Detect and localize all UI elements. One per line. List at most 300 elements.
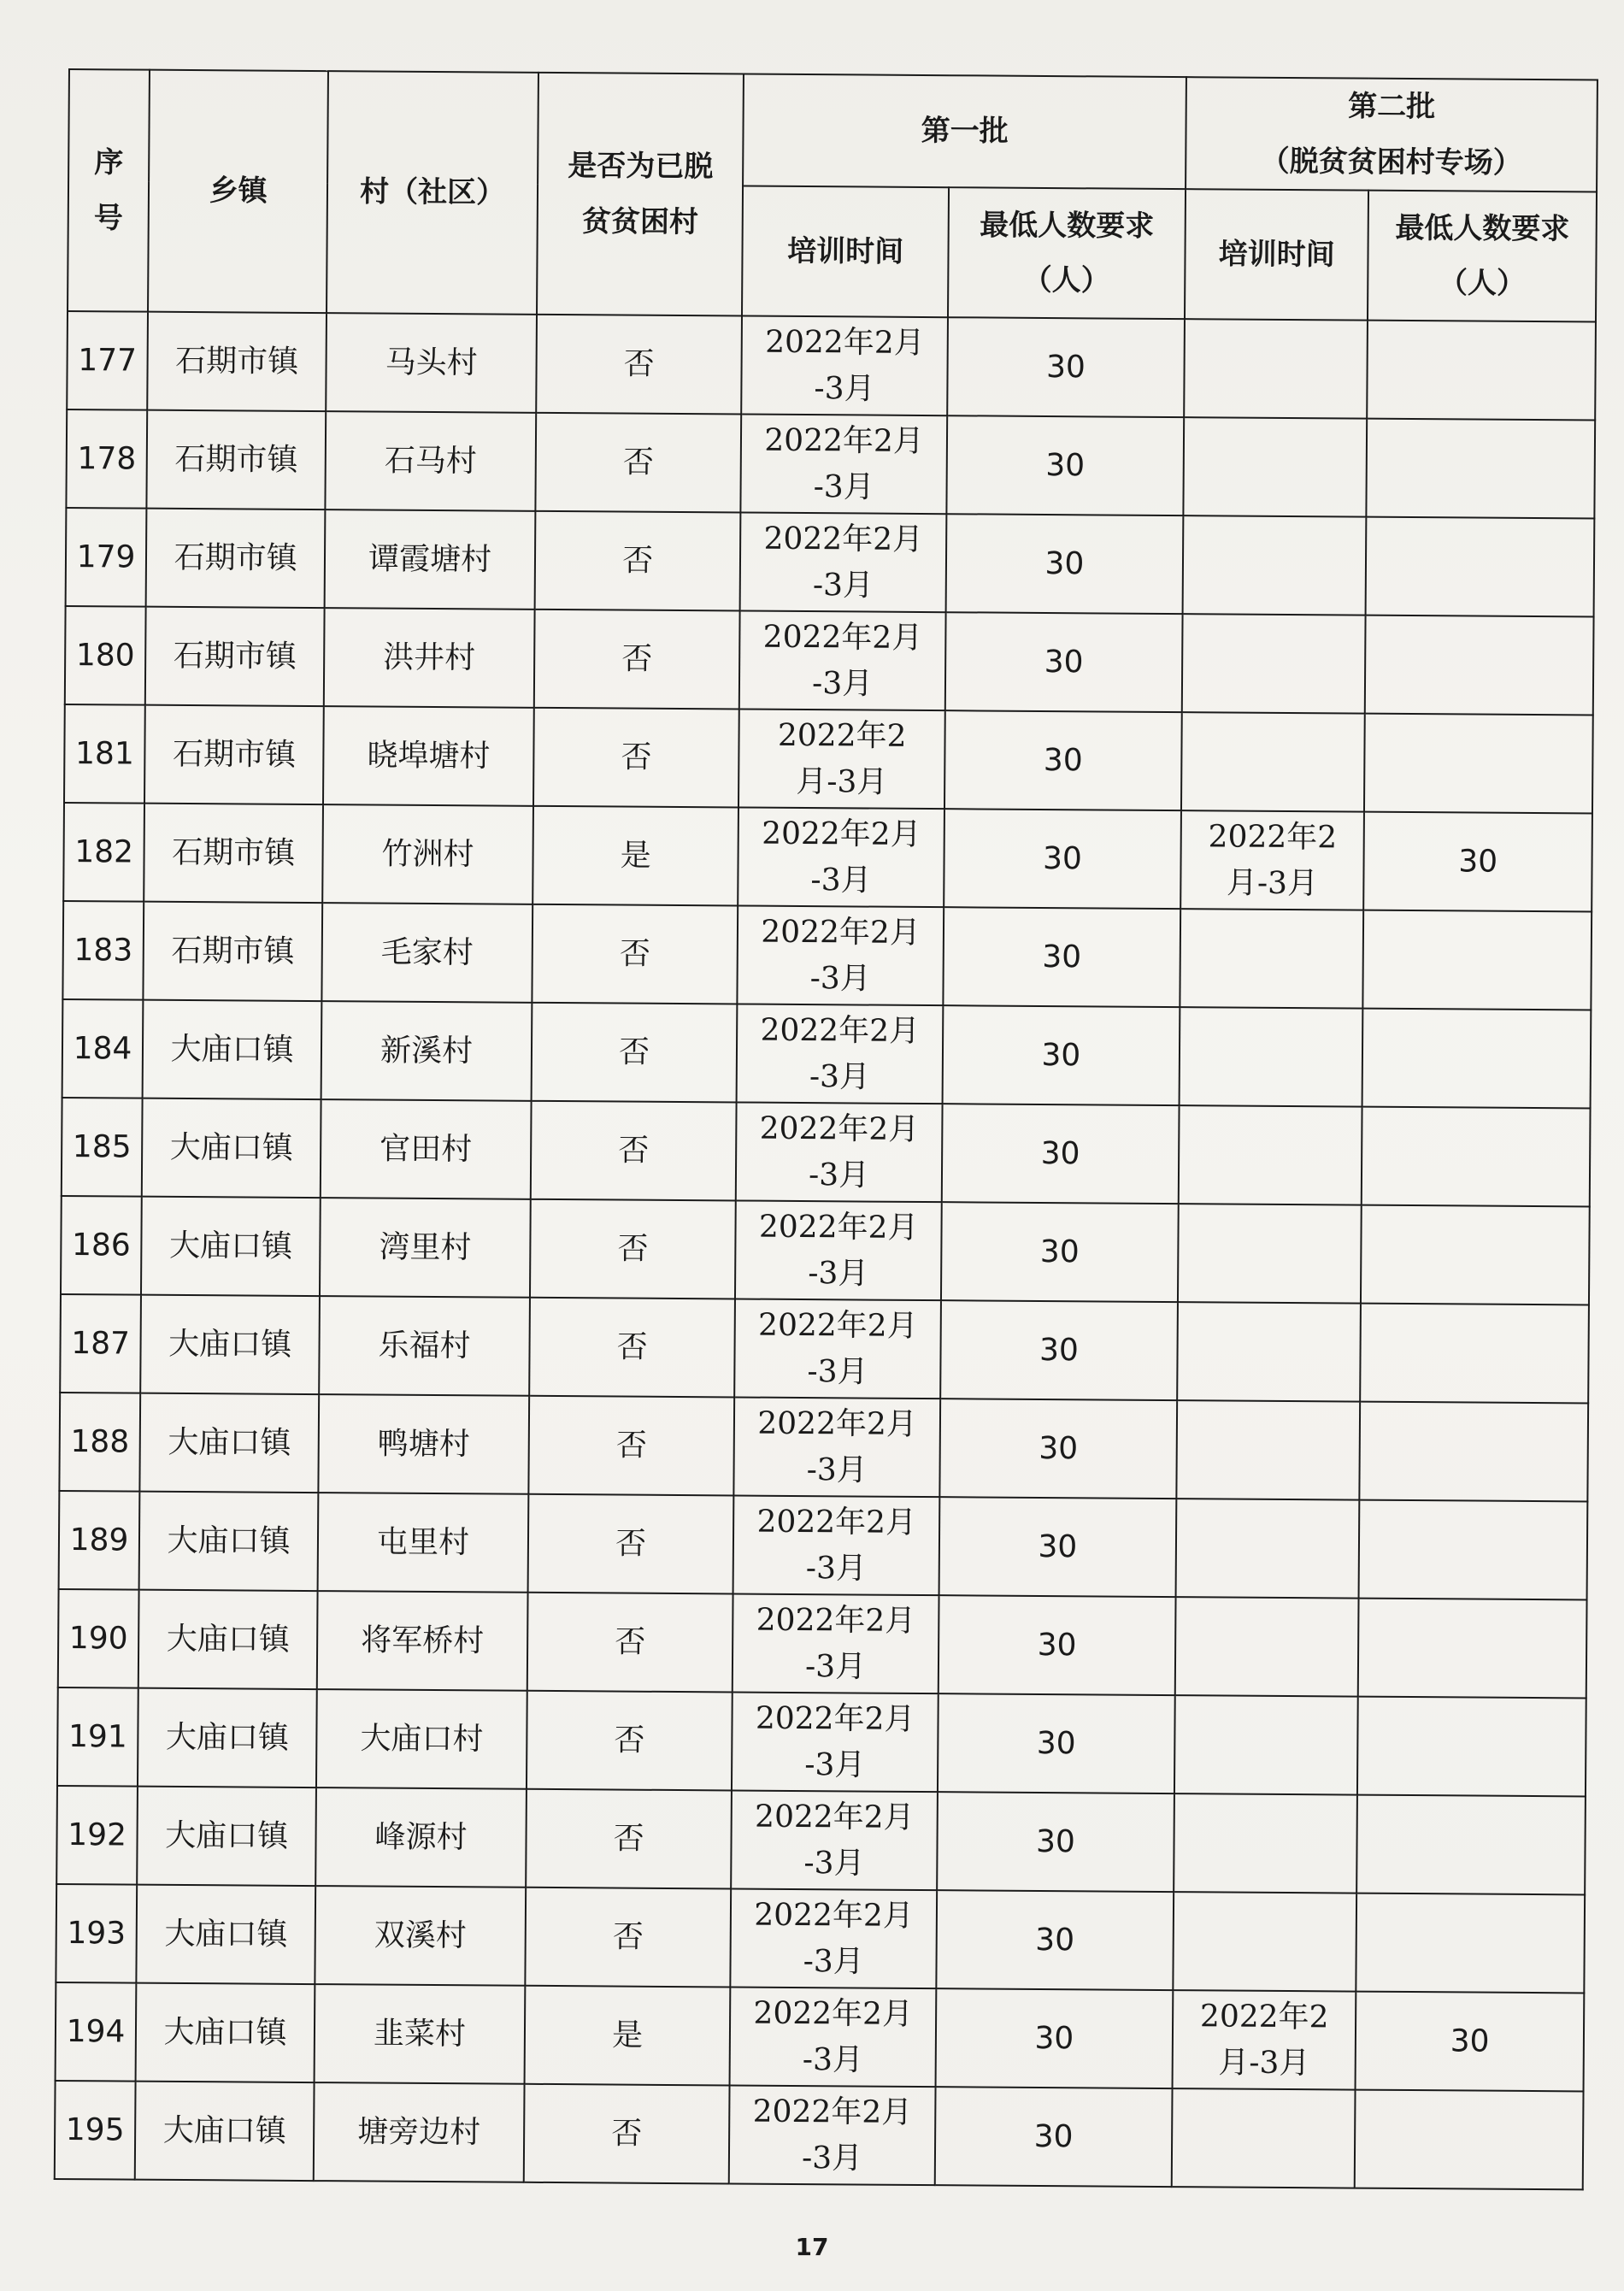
header-no-text: 序 号 bbox=[93, 145, 124, 236]
table-row bbox=[56, 1982, 1585, 2091]
cell-time1-text: 2022年2月 -3月 bbox=[761, 914, 921, 997]
cell-village-text: 双溪村 bbox=[374, 1917, 467, 1953]
table-row bbox=[66, 508, 1595, 616]
cell-min1-text: 30 bbox=[1035, 1823, 1076, 1859]
cell-town bbox=[136, 1885, 315, 1984]
table-row bbox=[63, 803, 1592, 911]
cell-time2 bbox=[1174, 1793, 1357, 1893]
cell-min1-text: 30 bbox=[1042, 939, 1082, 975]
cell-no-text: 189 bbox=[69, 1522, 129, 1558]
cell-no bbox=[62, 901, 144, 1000]
cell-min2 bbox=[1366, 517, 1594, 617]
table-body bbox=[55, 311, 1596, 2189]
cell-no bbox=[63, 803, 144, 902]
table-row bbox=[66, 409, 1595, 518]
table-row bbox=[62, 1098, 1591, 1206]
cell-time1 bbox=[738, 906, 944, 1006]
cell-no bbox=[55, 2081, 136, 2180]
cell-village bbox=[321, 1001, 533, 1101]
cell-min1-text: 30 bbox=[1033, 2118, 1074, 2154]
cell-poverty-text: 否 bbox=[617, 1231, 649, 1267]
cell-min1 bbox=[945, 612, 1183, 712]
cell-no bbox=[56, 1786, 138, 1885]
cell-time1 bbox=[733, 1594, 939, 1694]
cell-town bbox=[138, 1688, 317, 1787]
cell-village bbox=[316, 1689, 527, 1789]
header-min2 bbox=[1368, 191, 1597, 322]
cell-poverty-text: 否 bbox=[614, 1723, 645, 1758]
table-row bbox=[57, 1687, 1586, 1796]
cell-min1 bbox=[942, 1104, 1180, 1204]
cell-min2 bbox=[1360, 1402, 1588, 1502]
cell-town-text: 大庙口镇 bbox=[170, 1031, 294, 1068]
cell-min1 bbox=[941, 1202, 1179, 1302]
cell-no-text: 194 bbox=[66, 2013, 126, 2050]
table-row bbox=[64, 704, 1593, 813]
cell-village bbox=[321, 1099, 532, 1199]
cell-poverty-text: 否 bbox=[622, 445, 655, 480]
header-poverty bbox=[537, 73, 744, 316]
cell-town bbox=[146, 509, 326, 608]
cell-time1-text: 2022年2月 -3月 bbox=[753, 1995, 914, 2078]
cell-village-text: 竹洲村 bbox=[381, 836, 474, 873]
cell-village bbox=[314, 2082, 525, 2182]
cell-no bbox=[59, 1393, 140, 1492]
cell-village bbox=[318, 1493, 529, 1593]
cell-town-text: 大庙口镇 bbox=[164, 1916, 288, 1952]
header-batch1 bbox=[743, 74, 1186, 190]
cell-poverty bbox=[526, 1789, 732, 1889]
cell-town-text: 石期市镇 bbox=[175, 343, 299, 380]
cell-village bbox=[319, 1394, 530, 1494]
header-town bbox=[148, 70, 328, 314]
cell-poverty-text: 否 bbox=[621, 641, 653, 677]
cell-village-text: 韭菜村 bbox=[373, 2016, 467, 2052]
cell-village-text: 毛家村 bbox=[380, 934, 474, 971]
cell-town-text: 大庙口镇 bbox=[166, 1621, 290, 1658]
table-row bbox=[62, 999, 1592, 1108]
cell-no-text: 188 bbox=[70, 1423, 130, 1460]
cell-time1 bbox=[735, 1299, 941, 1399]
cell-no bbox=[62, 999, 144, 1098]
cell-min2 bbox=[1364, 714, 1592, 814]
cell-time1 bbox=[741, 415, 947, 515]
cell-no bbox=[57, 1687, 138, 1787]
cell-min1 bbox=[937, 1792, 1174, 1892]
cell-time1 bbox=[738, 710, 944, 810]
cell-village-text: 鸭塘村 bbox=[377, 1426, 470, 1463]
cell-min1 bbox=[939, 1399, 1177, 1499]
cell-poverty-text: 否 bbox=[615, 1624, 646, 1660]
cell-min1-text: 30 bbox=[1042, 840, 1083, 876]
header-time1-text: 培训时间 bbox=[787, 233, 904, 269]
cell-time1-text: 2022年2月 -3月 bbox=[762, 619, 923, 702]
cell-time2 bbox=[1182, 614, 1366, 713]
header-time2-text: 培训时间 bbox=[1218, 237, 1335, 273]
cell-min2 bbox=[1356, 1992, 1584, 2092]
cell-no bbox=[56, 1884, 137, 1983]
cell-min1 bbox=[935, 2087, 1173, 2187]
cell-poverty-text: 否 bbox=[618, 1133, 650, 1169]
cell-time2 bbox=[1183, 417, 1367, 516]
cell-min1-text: 30 bbox=[1041, 1037, 1081, 1073]
header-min1 bbox=[948, 187, 1186, 319]
cell-time2 bbox=[1177, 1302, 1361, 1401]
cell-min2 bbox=[1356, 1893, 1585, 1994]
cell-town bbox=[145, 607, 325, 706]
cell-time2 bbox=[1178, 1204, 1362, 1303]
cell-village bbox=[320, 1198, 531, 1298]
cell-poverty bbox=[533, 708, 739, 808]
cell-no-text: 181 bbox=[74, 735, 134, 772]
cell-poverty-text: 否 bbox=[619, 936, 651, 972]
cell-min1-text: 30 bbox=[1039, 1430, 1079, 1466]
cell-town-text: 石期市镇 bbox=[173, 638, 297, 674]
cell-village bbox=[315, 1886, 527, 1986]
cell-village-text: 晓埠塘村 bbox=[367, 738, 491, 774]
cell-min1-text: 30 bbox=[1039, 1332, 1080, 1368]
cell-village bbox=[326, 411, 537, 511]
cell-time1-text: 2022年2月 -3月 bbox=[752, 2094, 913, 2176]
cell-village bbox=[315, 1787, 527, 1888]
cell-no-text: 184 bbox=[73, 1030, 132, 1067]
cell-min1 bbox=[935, 1988, 1173, 2088]
cell-time2 bbox=[1173, 1990, 1356, 2089]
cell-min1-text: 30 bbox=[1040, 1135, 1080, 1171]
cell-village bbox=[324, 608, 535, 708]
cell-min1 bbox=[947, 317, 1185, 417]
cell-time1-text: 2022年2月 -3月 bbox=[756, 1602, 916, 1685]
cell-time1-text: 2022年2月 -3月 bbox=[764, 422, 925, 505]
cell-no bbox=[65, 606, 146, 705]
cell-town bbox=[143, 902, 322, 1001]
cell-poverty bbox=[525, 1888, 731, 1988]
table-row bbox=[62, 901, 1592, 1010]
cell-town bbox=[144, 804, 323, 903]
cell-no-text: 190 bbox=[68, 1620, 128, 1657]
cell-town-text: 大庙口镇 bbox=[168, 1326, 292, 1363]
header-poverty-text: 是否为已脱 贫贫困村 bbox=[568, 149, 714, 239]
cell-min2 bbox=[1362, 1107, 1590, 1207]
cell-time1 bbox=[740, 513, 946, 613]
cell-no-text: 193 bbox=[67, 1915, 127, 1952]
cell-town bbox=[136, 1983, 315, 2082]
cell-poverty-text: 否 bbox=[621, 739, 652, 775]
cell-village-text: 石马村 bbox=[384, 443, 478, 480]
cell-poverty bbox=[531, 1101, 737, 1201]
cell-time2 bbox=[1180, 909, 1363, 1008]
cell-time2 bbox=[1174, 1695, 1358, 1794]
cell-village bbox=[326, 313, 537, 413]
cell-poverty bbox=[532, 904, 738, 1004]
cell-min2-text: 30 bbox=[1458, 844, 1498, 880]
cell-village-text: 乐福村 bbox=[378, 1328, 471, 1364]
cell-time1-text: 2022年2月 -3月 bbox=[760, 1012, 921, 1095]
cell-poverty-text: 是 bbox=[611, 2017, 644, 2053]
cell-time1 bbox=[732, 1693, 938, 1793]
cell-time1 bbox=[734, 1398, 940, 1498]
header-min2-text: 最低人数要求 （人） bbox=[1395, 210, 1570, 302]
cell-time1 bbox=[742, 316, 948, 416]
cell-village bbox=[323, 706, 534, 806]
page-number: 17 bbox=[795, 2233, 829, 2261]
cell-poverty bbox=[527, 1593, 733, 1693]
cell-time1-text: 2022年2月 -3月 bbox=[754, 1799, 915, 1882]
cell-town-text: 大庙口镇 bbox=[162, 2112, 286, 2149]
cell-no-text: 192 bbox=[68, 1817, 127, 1853]
cell-time1 bbox=[736, 1103, 942, 1203]
cell-min1-text: 30 bbox=[1037, 1627, 1077, 1663]
cell-town-text: 石期市镇 bbox=[171, 933, 295, 969]
cell-time2 bbox=[1173, 1892, 1356, 1991]
cell-town bbox=[139, 1393, 319, 1493]
cell-min2 bbox=[1367, 419, 1595, 519]
cell-time1 bbox=[732, 1791, 938, 1891]
cell-village bbox=[325, 509, 536, 610]
cell-no-text: 182 bbox=[74, 833, 134, 870]
header-row-top bbox=[68, 69, 1598, 192]
cell-min2 bbox=[1361, 1205, 1589, 1305]
table-row bbox=[67, 311, 1596, 420]
cell-min2 bbox=[1360, 1304, 1588, 1404]
cell-town-text: 大庙口镇 bbox=[165, 1719, 290, 1756]
cell-min2 bbox=[1362, 1009, 1591, 1109]
cell-no bbox=[67, 311, 148, 410]
cell-town-text: 石期市镇 bbox=[172, 834, 296, 871]
table-row bbox=[61, 1196, 1590, 1305]
cell-no bbox=[66, 409, 147, 509]
cell-time1 bbox=[729, 2086, 935, 2186]
cell-min1 bbox=[946, 415, 1184, 515]
header-batch2 bbox=[1186, 77, 1598, 192]
cell-no bbox=[56, 1982, 137, 2082]
cell-no-text: 177 bbox=[78, 342, 138, 379]
table-row bbox=[55, 2081, 1584, 2189]
cell-no bbox=[59, 1491, 140, 1590]
cell-time2 bbox=[1180, 1007, 1363, 1106]
cell-poverty bbox=[530, 1199, 736, 1299]
header-village bbox=[327, 71, 538, 315]
cell-village-text: 官田村 bbox=[380, 1131, 473, 1168]
cell-town-text: 大庙口镇 bbox=[168, 1228, 293, 1264]
cell-time2 bbox=[1172, 2088, 1356, 2188]
cell-min1 bbox=[940, 1300, 1178, 1400]
cell-min1-text: 30 bbox=[1035, 1922, 1075, 1958]
cell-poverty bbox=[527, 1494, 733, 1594]
cell-time1-text: 2022年2月 -3月 bbox=[759, 1110, 920, 1193]
cell-time2 bbox=[1176, 1400, 1360, 1499]
table-container bbox=[65, 68, 1598, 2180]
cell-time1 bbox=[739, 611, 945, 711]
cell-no-text: 183 bbox=[74, 932, 133, 969]
cell-min2 bbox=[1356, 1795, 1585, 1895]
cell-village bbox=[322, 804, 533, 904]
cell-no bbox=[60, 1294, 141, 1393]
cell-poverty bbox=[524, 2084, 730, 2184]
cell-min1-text: 30 bbox=[1044, 545, 1085, 581]
header-time1 bbox=[742, 186, 949, 318]
table-row bbox=[59, 1491, 1588, 1599]
cell-village bbox=[322, 903, 533, 1003]
cell-no-text: 195 bbox=[65, 2111, 125, 2148]
cell-village-text: 洪井村 bbox=[383, 639, 476, 676]
cell-min1 bbox=[943, 907, 1180, 1007]
cell-village bbox=[317, 1591, 528, 1691]
cell-no-text: 178 bbox=[77, 440, 137, 477]
cell-town bbox=[144, 705, 324, 804]
cell-village bbox=[315, 1984, 526, 2084]
cell-village-text: 谭霞塘村 bbox=[368, 541, 492, 578]
cell-village-text: 大庙口村 bbox=[360, 1721, 484, 1758]
cell-town bbox=[147, 312, 327, 411]
cell-min2 bbox=[1357, 1697, 1586, 1797]
cell-time2 bbox=[1180, 810, 1364, 910]
cell-poverty-text: 否 bbox=[612, 1919, 644, 1955]
cell-poverty-text: 否 bbox=[616, 1329, 648, 1365]
cell-town-text: 大庙口镇 bbox=[163, 2014, 287, 2051]
cell-min2-text: 30 bbox=[1450, 2023, 1490, 2059]
cell-min1 bbox=[938, 1693, 1175, 1793]
cell-town-text: 石期市镇 bbox=[174, 441, 298, 478]
cell-min1 bbox=[945, 514, 1183, 614]
cell-no-text: 186 bbox=[71, 1227, 131, 1263]
cell-town-text: 大庙口镇 bbox=[165, 1817, 289, 1854]
cell-time2 bbox=[1175, 1597, 1359, 1696]
cell-min2 bbox=[1363, 910, 1592, 1010]
table-row bbox=[56, 1786, 1586, 1894]
cell-poverty bbox=[536, 315, 742, 415]
table-row bbox=[65, 606, 1594, 715]
cell-town-text: 大庙口镇 bbox=[168, 1424, 291, 1461]
cell-town bbox=[142, 1098, 321, 1198]
cell-time2 bbox=[1179, 1105, 1362, 1204]
cell-min1-text: 30 bbox=[1036, 1725, 1076, 1761]
cell-time2 bbox=[1183, 515, 1367, 615]
header-min1-text: 最低人数要求 （人） bbox=[980, 208, 1155, 298]
cell-min2 bbox=[1358, 1599, 1586, 1699]
cell-min2 bbox=[1365, 615, 1593, 716]
cell-town bbox=[135, 2082, 315, 2181]
cell-time1-text: 2022年2 月-3月 bbox=[777, 717, 907, 800]
cell-poverty-text: 否 bbox=[622, 543, 654, 579]
cell-poverty-text: 否 bbox=[615, 1428, 648, 1464]
cell-poverty bbox=[535, 413, 741, 513]
cell-no bbox=[58, 1589, 139, 1688]
cell-village bbox=[319, 1296, 530, 1396]
cell-time2-text: 2022年2 月-3月 bbox=[1208, 819, 1338, 901]
cell-poverty bbox=[528, 1396, 734, 1496]
cell-no-text: 179 bbox=[76, 539, 136, 575]
cell-time1-text: 2022年2月 -3月 bbox=[763, 521, 924, 604]
header-time2 bbox=[1185, 189, 1368, 320]
cell-min2 bbox=[1367, 321, 1595, 421]
cell-min1-text: 30 bbox=[1039, 1234, 1080, 1269]
cell-village-text: 将军桥村 bbox=[361, 1623, 485, 1659]
cell-time1-text: 2022年2月 -3月 bbox=[757, 1307, 918, 1390]
cell-no bbox=[62, 1098, 143, 1197]
cell-poverty bbox=[524, 1986, 730, 2086]
cell-village-text: 湾里村 bbox=[379, 1229, 472, 1266]
cell-time2 bbox=[1176, 1499, 1360, 1598]
training-schedule-table bbox=[54, 68, 1598, 2191]
cell-time1-text: 2022年2月 -3月 bbox=[755, 1700, 915, 1783]
cell-time1-text: 2022年2月 -3月 bbox=[756, 1504, 917, 1587]
header-village-text: 村（社区） bbox=[359, 174, 506, 210]
table-row bbox=[58, 1589, 1587, 1698]
cell-min1-text: 30 bbox=[1043, 742, 1083, 778]
cell-town-text: 大庙口镇 bbox=[169, 1129, 293, 1166]
cell-min1 bbox=[936, 1890, 1174, 1990]
cell-town bbox=[141, 1197, 321, 1296]
header-no bbox=[68, 69, 150, 312]
cell-town-text: 石期市镇 bbox=[174, 539, 297, 576]
cell-min1-text: 30 bbox=[1034, 2020, 1074, 2056]
cell-min1 bbox=[944, 710, 1182, 810]
cell-village-text: 新溪村 bbox=[380, 1033, 474, 1069]
cell-time1-text: 2022年2月 -3月 bbox=[765, 324, 925, 407]
cell-time1 bbox=[738, 808, 944, 908]
cell-min2 bbox=[1363, 812, 1592, 912]
cell-min1-text: 30 bbox=[1045, 447, 1086, 483]
cell-time1 bbox=[730, 1988, 936, 2088]
cell-min2 bbox=[1355, 2090, 1583, 2190]
cell-no bbox=[64, 704, 145, 804]
cell-min1 bbox=[942, 1005, 1180, 1105]
table-row bbox=[59, 1393, 1588, 1501]
cell-town bbox=[139, 1492, 319, 1591]
cell-poverty bbox=[529, 1298, 735, 1398]
cell-time1 bbox=[733, 1496, 939, 1596]
cell-min1-text: 30 bbox=[1038, 1528, 1078, 1564]
cell-min1 bbox=[944, 809, 1181, 909]
cell-poverty bbox=[534, 610, 740, 710]
cell-town bbox=[138, 1590, 318, 1689]
cell-town bbox=[140, 1295, 320, 1394]
cell-poverty bbox=[535, 511, 741, 611]
cell-village-text: 峰源村 bbox=[374, 1819, 468, 1855]
cell-village-text: 马头村 bbox=[385, 345, 478, 381]
cell-time1-text: 2022年2月 -3月 bbox=[757, 1405, 918, 1488]
cell-village-text: 塘旁边村 bbox=[357, 2114, 481, 2151]
cell-village-text: 屯里村 bbox=[376, 1524, 470, 1561]
header-town-text: 乡镇 bbox=[209, 174, 268, 209]
cell-min1 bbox=[939, 1497, 1176, 1597]
cell-poverty-text: 否 bbox=[623, 346, 655, 382]
cell-town bbox=[137, 1787, 316, 1886]
cell-time1-text: 2022年2月 -3月 bbox=[758, 1209, 919, 1292]
cell-poverty-text: 否 bbox=[613, 1821, 644, 1857]
cell-min1 bbox=[939, 1595, 1176, 1695]
cell-time2-text: 2022年2 月-3月 bbox=[1199, 1998, 1329, 2081]
cell-poverty bbox=[532, 1003, 738, 1103]
cell-time1-text: 2022年2月 -3月 bbox=[762, 816, 921, 898]
cell-poverty bbox=[533, 806, 738, 906]
header-batch1-text: 第一批 bbox=[921, 114, 1009, 149]
cell-time1 bbox=[731, 1889, 937, 1989]
cell-no-text: 187 bbox=[71, 1325, 131, 1362]
cell-poverty bbox=[527, 1691, 733, 1791]
cell-no-text: 180 bbox=[75, 637, 135, 674]
cell-time2 bbox=[1184, 319, 1368, 418]
cell-time1 bbox=[735, 1201, 941, 1301]
cell-poverty-text: 否 bbox=[615, 1526, 647, 1562]
table-row bbox=[60, 1294, 1589, 1403]
cell-min1-text: 30 bbox=[1044, 644, 1084, 680]
cell-town-text: 石期市镇 bbox=[172, 736, 297, 773]
cell-time1-text: 2022年2月 -3月 bbox=[754, 1897, 914, 1980]
cell-no-text: 191 bbox=[68, 1718, 127, 1755]
table-row bbox=[56, 1884, 1585, 1993]
